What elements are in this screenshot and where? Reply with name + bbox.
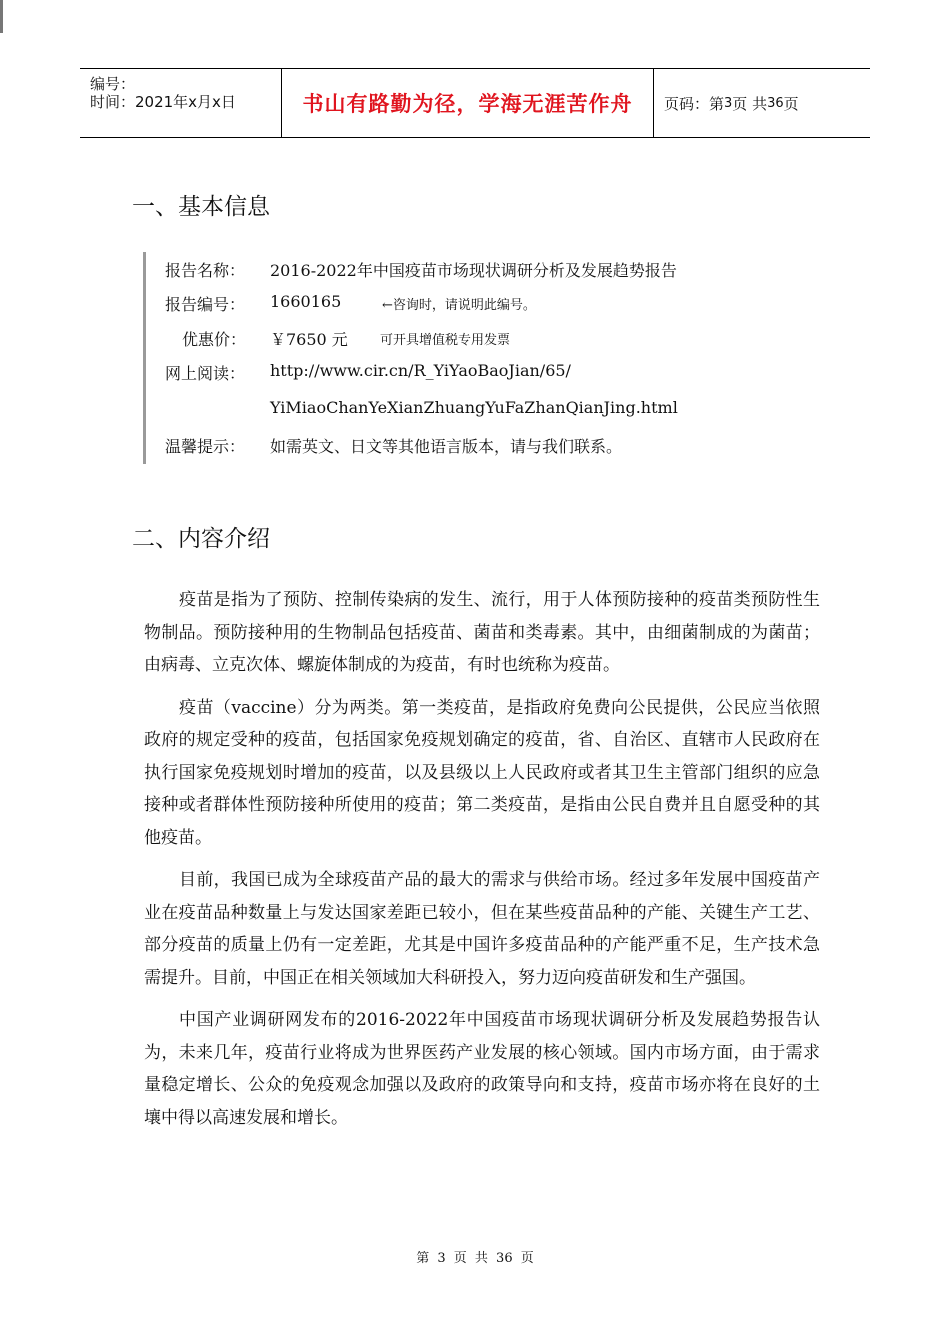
intro-body (144, 584, 820, 1134)
tip-value: 如需英文、日文等其他语言版本，请与我们联系。 (270, 437, 623, 456)
report-code-value: 1660165 (270, 292, 342, 311)
online-read-label: 网上阅读： (165, 364, 246, 383)
report-name-label: 报告名称： (165, 261, 246, 280)
section-title-content-intro: 二、内容介绍 (132, 526, 270, 552)
header-motto: 书山有路勤为径，学海无涯苦作舟 (302, 92, 633, 116)
report-name-divider (0, 0, 3, 33)
tip-label: 温馨提示： (165, 437, 246, 456)
intro-paragraph-4: 中国产业调研网发布的2016-2022年中国疫苗市场现状调研分析及发展趋势报告认为，未来几年，疫苗行业将成为世界医药产业发展的核心领域。国内市场方面，由于需求量稳定增长、公众的免疫观念加强以及政府的政策导向和支持，疫苗市场亦将在良好的土壤中得以高速发展和增长。 (144, 1010, 820, 1128)
report-name-value: 2016-2022年中国疫苗市场现状调研分析及发展趋势报告 (270, 261, 677, 280)
intro-paragraph-3: 目前，我国已成为全球疫苗产品的最大的需求与供给市场。经过多年发展中国疫苗产业在疫苗品种数量上与发达国家差距已较小，但在某些疫苗品种的产能、关键生产工艺、部分疫苗的质量上仍有一定差距，尤其是中国许多疫苗品种的产能严重不足，生产技术急需提升。目前，中国正在相关领域加大科研投入，努力迈向疫苗研发和生产强国。 (144, 870, 820, 988)
doc-date: 时间：2021年x月x日 (90, 93, 236, 111)
report-code-label: 报告编号： (165, 295, 246, 314)
online-read-url-line2[interactable]: YiMiaoChanYeXianZhuangYuFaZhanQianJing.html (270, 398, 678, 417)
report-code-note: ←咨询时，请说明此编号。 (382, 298, 536, 313)
header-page-info (654, 69, 870, 137)
intro-paragraph-1: 疫苗是指为了预防、控制传染病的发生、流行，用于人体预防接种的疫苗类预防性生物制品。预防接种用的生物制品包括疫苗、菌苗和类毒素。其中，由细菌制成的为菌苗；由病毒、立克次体、螺旋体制成的为疫苗，有时也统称为疫苗。 (144, 590, 820, 675)
section-title-basic-info: 一、基本信息 (132, 194, 270, 220)
page-number: 3 (724, 95, 733, 111)
intro-paragraph-2: 疫苗（vaccine）分为两类。第一类疫苗，是指政府免费向公民提供，公民应当依照政府的规定受种的疫苗，包括国家免疫规划确定的疫苗，省、自治区、直辖市人民政府在执行国家免疫规划时增加的疫苗，以及县级以上人民政府或者其卫生主管部门组织的应急接种或者群体性预防接种所使用的疫苗；第二类疫苗，是指由公民自费并且自愿受种的其他疫苗。 (144, 697, 820, 848)
invoice-note: 可开具增值税专用发票 (380, 333, 511, 348)
page-suffix: 页 (783, 94, 799, 113)
info-left-bar (143, 252, 146, 464)
page-header (80, 68, 870, 138)
page-mid: 页 共 (732, 94, 768, 113)
basic-info-block (143, 250, 743, 465)
page-total: 36 (767, 95, 784, 111)
header-meta (80, 69, 282, 137)
page-footer: 第 3 页 共 36 页 (416, 1251, 534, 1266)
page-prefix: 页码：第 (664, 94, 725, 113)
header-motto-cell (282, 69, 654, 137)
price-label: 优惠价： (182, 330, 247, 349)
price-value: ￥7650 元 (270, 330, 348, 349)
online-read-url-line1[interactable]: http://www.cir.cn/R_YiYaoBaoJian/65/ (270, 361, 571, 380)
doc-code-label: 编号： (90, 75, 136, 93)
